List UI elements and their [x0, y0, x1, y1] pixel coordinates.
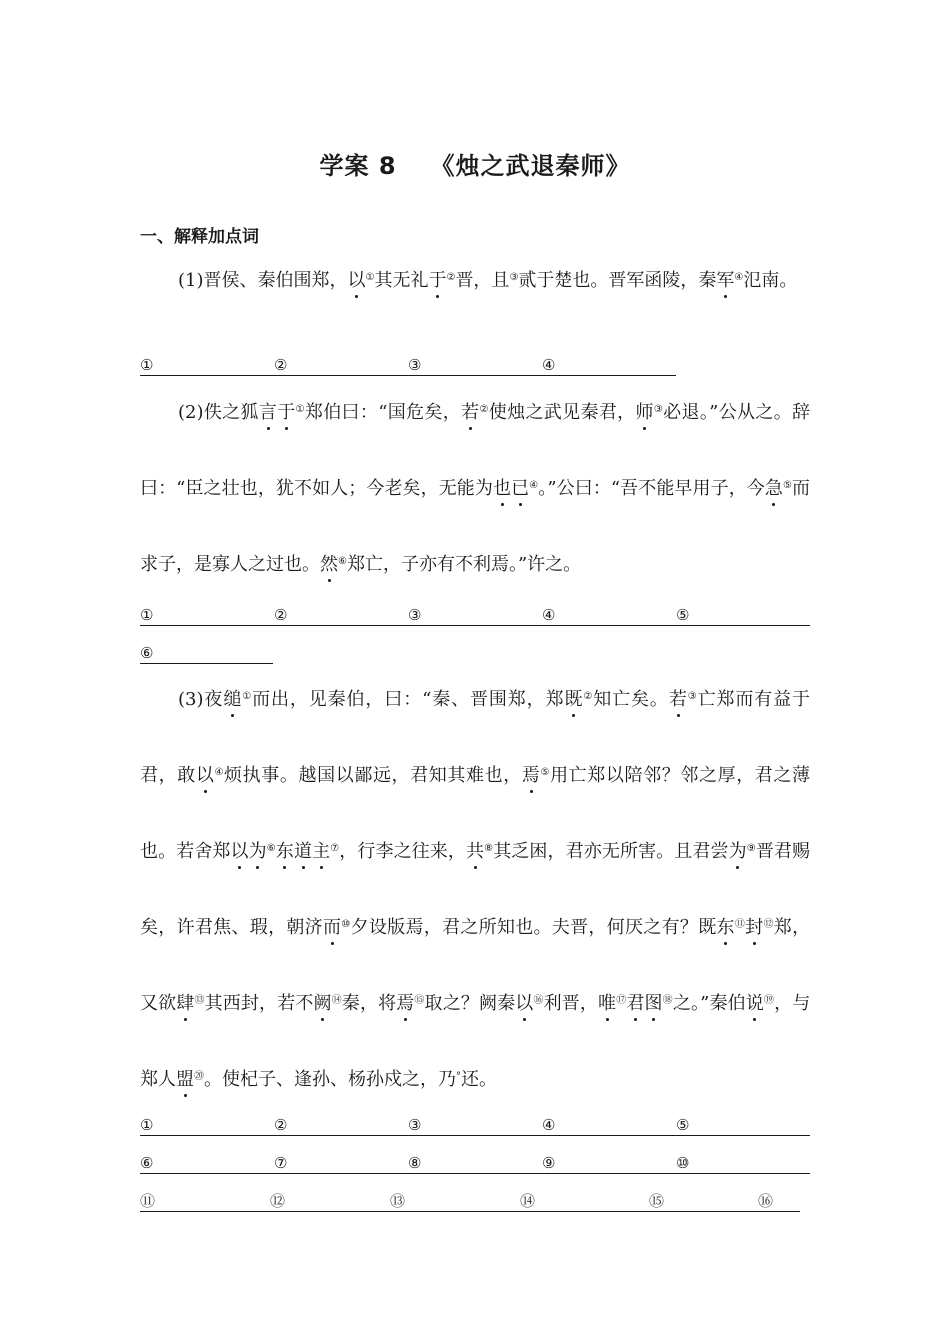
blank-number: ⑩ [676, 1154, 690, 1172]
text-run: 使烛之武见秦君， [488, 402, 636, 423]
emphasized-char: 以 [230, 841, 249, 862]
footnote-marker: ③ [653, 404, 664, 415]
emphasized-char: 既 [564, 689, 584, 710]
blank-number: ⑧ [408, 1154, 422, 1172]
section-heading: 一、解释加点词 [140, 227, 259, 247]
emphasized-char: 也 [492, 478, 512, 499]
footnote-marker: ⑧ [484, 843, 494, 854]
emphasized-char: 若 [668, 689, 688, 710]
blank-number: ③ [408, 356, 422, 374]
text-run: (2)佚之狐 [178, 402, 259, 423]
passage-2 [140, 375, 810, 603]
footnote-marker: ③ [509, 272, 519, 283]
emphasized-char: 于 [277, 402, 296, 423]
footnote-marker: ° [456, 1071, 461, 1082]
footnote-marker: ⑯ [533, 995, 544, 1006]
emphasized-char: 言 [258, 402, 278, 423]
emphasized-char: 焉 [521, 765, 541, 786]
text-run: (1)晋侯、秦伯围郑， [178, 270, 348, 291]
text-run: 亡郑而有益于君，敢 [140, 689, 811, 786]
passage-1 [140, 243, 810, 319]
footnote-marker: ⑥ [266, 843, 276, 854]
text-run: 。使杞子、逢孙、杨孙戍之，乃 [204, 1069, 456, 1090]
blank-number: ⑫ [270, 1192, 286, 1210]
text-run: 而出，见秦伯，曰：“秦、晋围郑，郑 [252, 689, 565, 710]
blank-number: ③ [408, 1116, 422, 1134]
text-run: (3)夜 [178, 689, 224, 710]
emphasized-char: 道 [293, 841, 313, 862]
emphasized-char: 若 [461, 402, 480, 423]
emphasized-char: 封 [745, 917, 764, 938]
emphasized-char: 肆 [176, 993, 195, 1014]
emphasized-char: 共 [466, 841, 485, 862]
footnote-marker: ⑮ [414, 995, 425, 1006]
emphasized-char: 为 [248, 841, 267, 862]
footnote-marker: ⑱ [662, 995, 673, 1006]
text-run: ，行李之往来， [339, 841, 467, 862]
emphasized-char: 盟 [176, 1069, 194, 1090]
footnote-marker: ② [583, 691, 594, 702]
blank-number: ⑪ [140, 1192, 156, 1210]
footnote-marker: ⑭ [331, 995, 342, 1006]
footnote-marker: ⑨ [746, 843, 756, 854]
blank-number: ① [140, 356, 154, 374]
footnote-marker: ⑳ [194, 1071, 204, 1082]
emphasized-char: 为 [728, 841, 747, 862]
text-run: 取之？阙秦 [424, 993, 516, 1014]
answer-line-2b[interactable] [140, 643, 273, 664]
emphasized-char: 而 [322, 917, 342, 938]
text-run: 必退。”公从之。辞曰：“臣之壮也，犹不如人；今老矣，无能为 [140, 402, 811, 499]
blank-number: ⑭ [520, 1192, 536, 1210]
text-run: 利晋， [543, 993, 599, 1014]
text-run: 氾南。 [743, 270, 798, 291]
blank-number: ① [140, 606, 154, 624]
answer-line-3b[interactable] [140, 1153, 810, 1174]
blank-number: ④ [542, 356, 556, 374]
footnote-marker: ① [365, 272, 375, 283]
footnote-marker: ⑦ [330, 843, 340, 854]
emphasized-char: 唯 [598, 993, 617, 1014]
footnote-marker: ④ [734, 272, 744, 283]
blank-number: ⑥ [140, 644, 154, 662]
emphasized-char: 说 [745, 993, 764, 1014]
text-run: 秦，将 [341, 993, 397, 1014]
footnote-marker: ② [479, 404, 489, 415]
answer-line-3c[interactable] [140, 1191, 800, 1212]
blank-number: ⑤ [676, 606, 690, 624]
emphasized-char: 以 [195, 765, 215, 786]
blank-number: ⑮ [649, 1192, 665, 1210]
text-run: 烦执事。越国以鄙远，君知其难也， [224, 765, 522, 786]
footnote-marker: ① [242, 691, 253, 702]
footnote-marker: ⑲ [763, 995, 775, 1006]
title-sub: 《烛之武退秦师》 [430, 152, 631, 180]
emphasized-char: 焉 [396, 993, 415, 1014]
emphasized-char: 君 [626, 993, 645, 1014]
blank-number: ⑦ [274, 1154, 288, 1172]
blank-number: ⑥ [140, 1154, 154, 1172]
emphasized-char: 以 [515, 993, 534, 1014]
page-title [0, 146, 950, 181]
blank-number: ② [274, 1116, 288, 1134]
title-main: 学案 8 [319, 152, 397, 180]
text-run: 夕设版焉，君之所知也。夫晋，何厌之有？既 [350, 917, 717, 938]
text-run: 其无礼 [374, 270, 429, 291]
footnote-marker: ⑪ [734, 919, 746, 930]
blank-number: ① [140, 1116, 154, 1134]
footnote-marker: ⑤ [782, 480, 793, 491]
blank-number: ③ [408, 606, 422, 624]
footnote-marker: ⑬ [194, 995, 205, 1006]
text-run: 郑亡，子亦有不利焉。”许之。 [346, 554, 582, 575]
footnote-marker: ⑰ [616, 995, 627, 1006]
text-run: 。”公曰：“吾不能早用子，今 [538, 478, 765, 499]
text-run: 还。 [461, 1069, 497, 1090]
answer-line-1[interactable] [140, 355, 676, 376]
text-run: 用亡郑以陪邻？邻之厚，君之薄也。若舍郑 [140, 765, 811, 862]
emphasized-char: 缒 [223, 689, 243, 710]
emphasized-char: 图 [644, 993, 663, 1014]
blank-number: ② [274, 356, 288, 374]
passage-3 [140, 662, 810, 1118]
text-run: 晋，且 [455, 270, 510, 291]
footnote-marker: ⑥ [338, 556, 347, 567]
blank-number: ⑯ [758, 1192, 774, 1210]
text-run: 而求子，是寡人之过也。 [140, 478, 811, 575]
emphasized-char: 师 [635, 402, 654, 423]
text-run: 之。”秦伯 [672, 993, 746, 1014]
emphasized-char: 军 [716, 270, 735, 291]
blank-number: ④ [542, 606, 556, 624]
text-run: ，与郑人 [140, 993, 811, 1090]
answer-line-2a[interactable] [140, 605, 810, 626]
footnote-marker: ③ [687, 691, 698, 702]
emphasized-char: 东 [716, 917, 735, 938]
text-run: 郑伯曰：“国危矣， [304, 402, 462, 423]
emphasized-char: 东 [275, 841, 294, 862]
blank-number: ② [274, 606, 288, 624]
emphasized-char: 于 [428, 270, 447, 291]
blank-number: ⑤ [676, 1116, 690, 1134]
text-run: 晋君赐矣，许君焦、瑕，朝济 [140, 841, 811, 938]
emphasized-char: 以 [347, 270, 366, 291]
answer-line-3a[interactable] [140, 1115, 810, 1136]
footnote-marker: ② [446, 272, 456, 283]
text-run: 知亡矣。 [593, 689, 669, 710]
emphasized-char: 然 [320, 554, 338, 575]
text-run: 贰于楚也。晋军函陵，秦 [518, 270, 717, 291]
footnote-marker: ④ [214, 767, 225, 778]
emphasized-char: 阙 [313, 993, 332, 1014]
text-run: 其西封，若不 [204, 993, 314, 1014]
text-run: 郑，又欲 [140, 917, 811, 1014]
blank-number: ⑨ [542, 1154, 556, 1172]
footnote-marker: ④ [529, 480, 539, 491]
footnote-marker: ⑩ [341, 919, 351, 930]
emphasized-char: 主 [312, 841, 331, 862]
text-run: 其乏困，君亦无所害。且君尝 [493, 841, 729, 862]
footnote-marker: ⑫ [763, 919, 774, 930]
emphasized-char: 已 [511, 478, 530, 499]
blank-number: ⑬ [390, 1192, 406, 1210]
footnote-marker: ⑤ [540, 767, 551, 778]
footnote-marker: ① [295, 404, 305, 415]
emphasized-char: 急 [764, 478, 783, 499]
blank-number: ④ [542, 1116, 556, 1134]
